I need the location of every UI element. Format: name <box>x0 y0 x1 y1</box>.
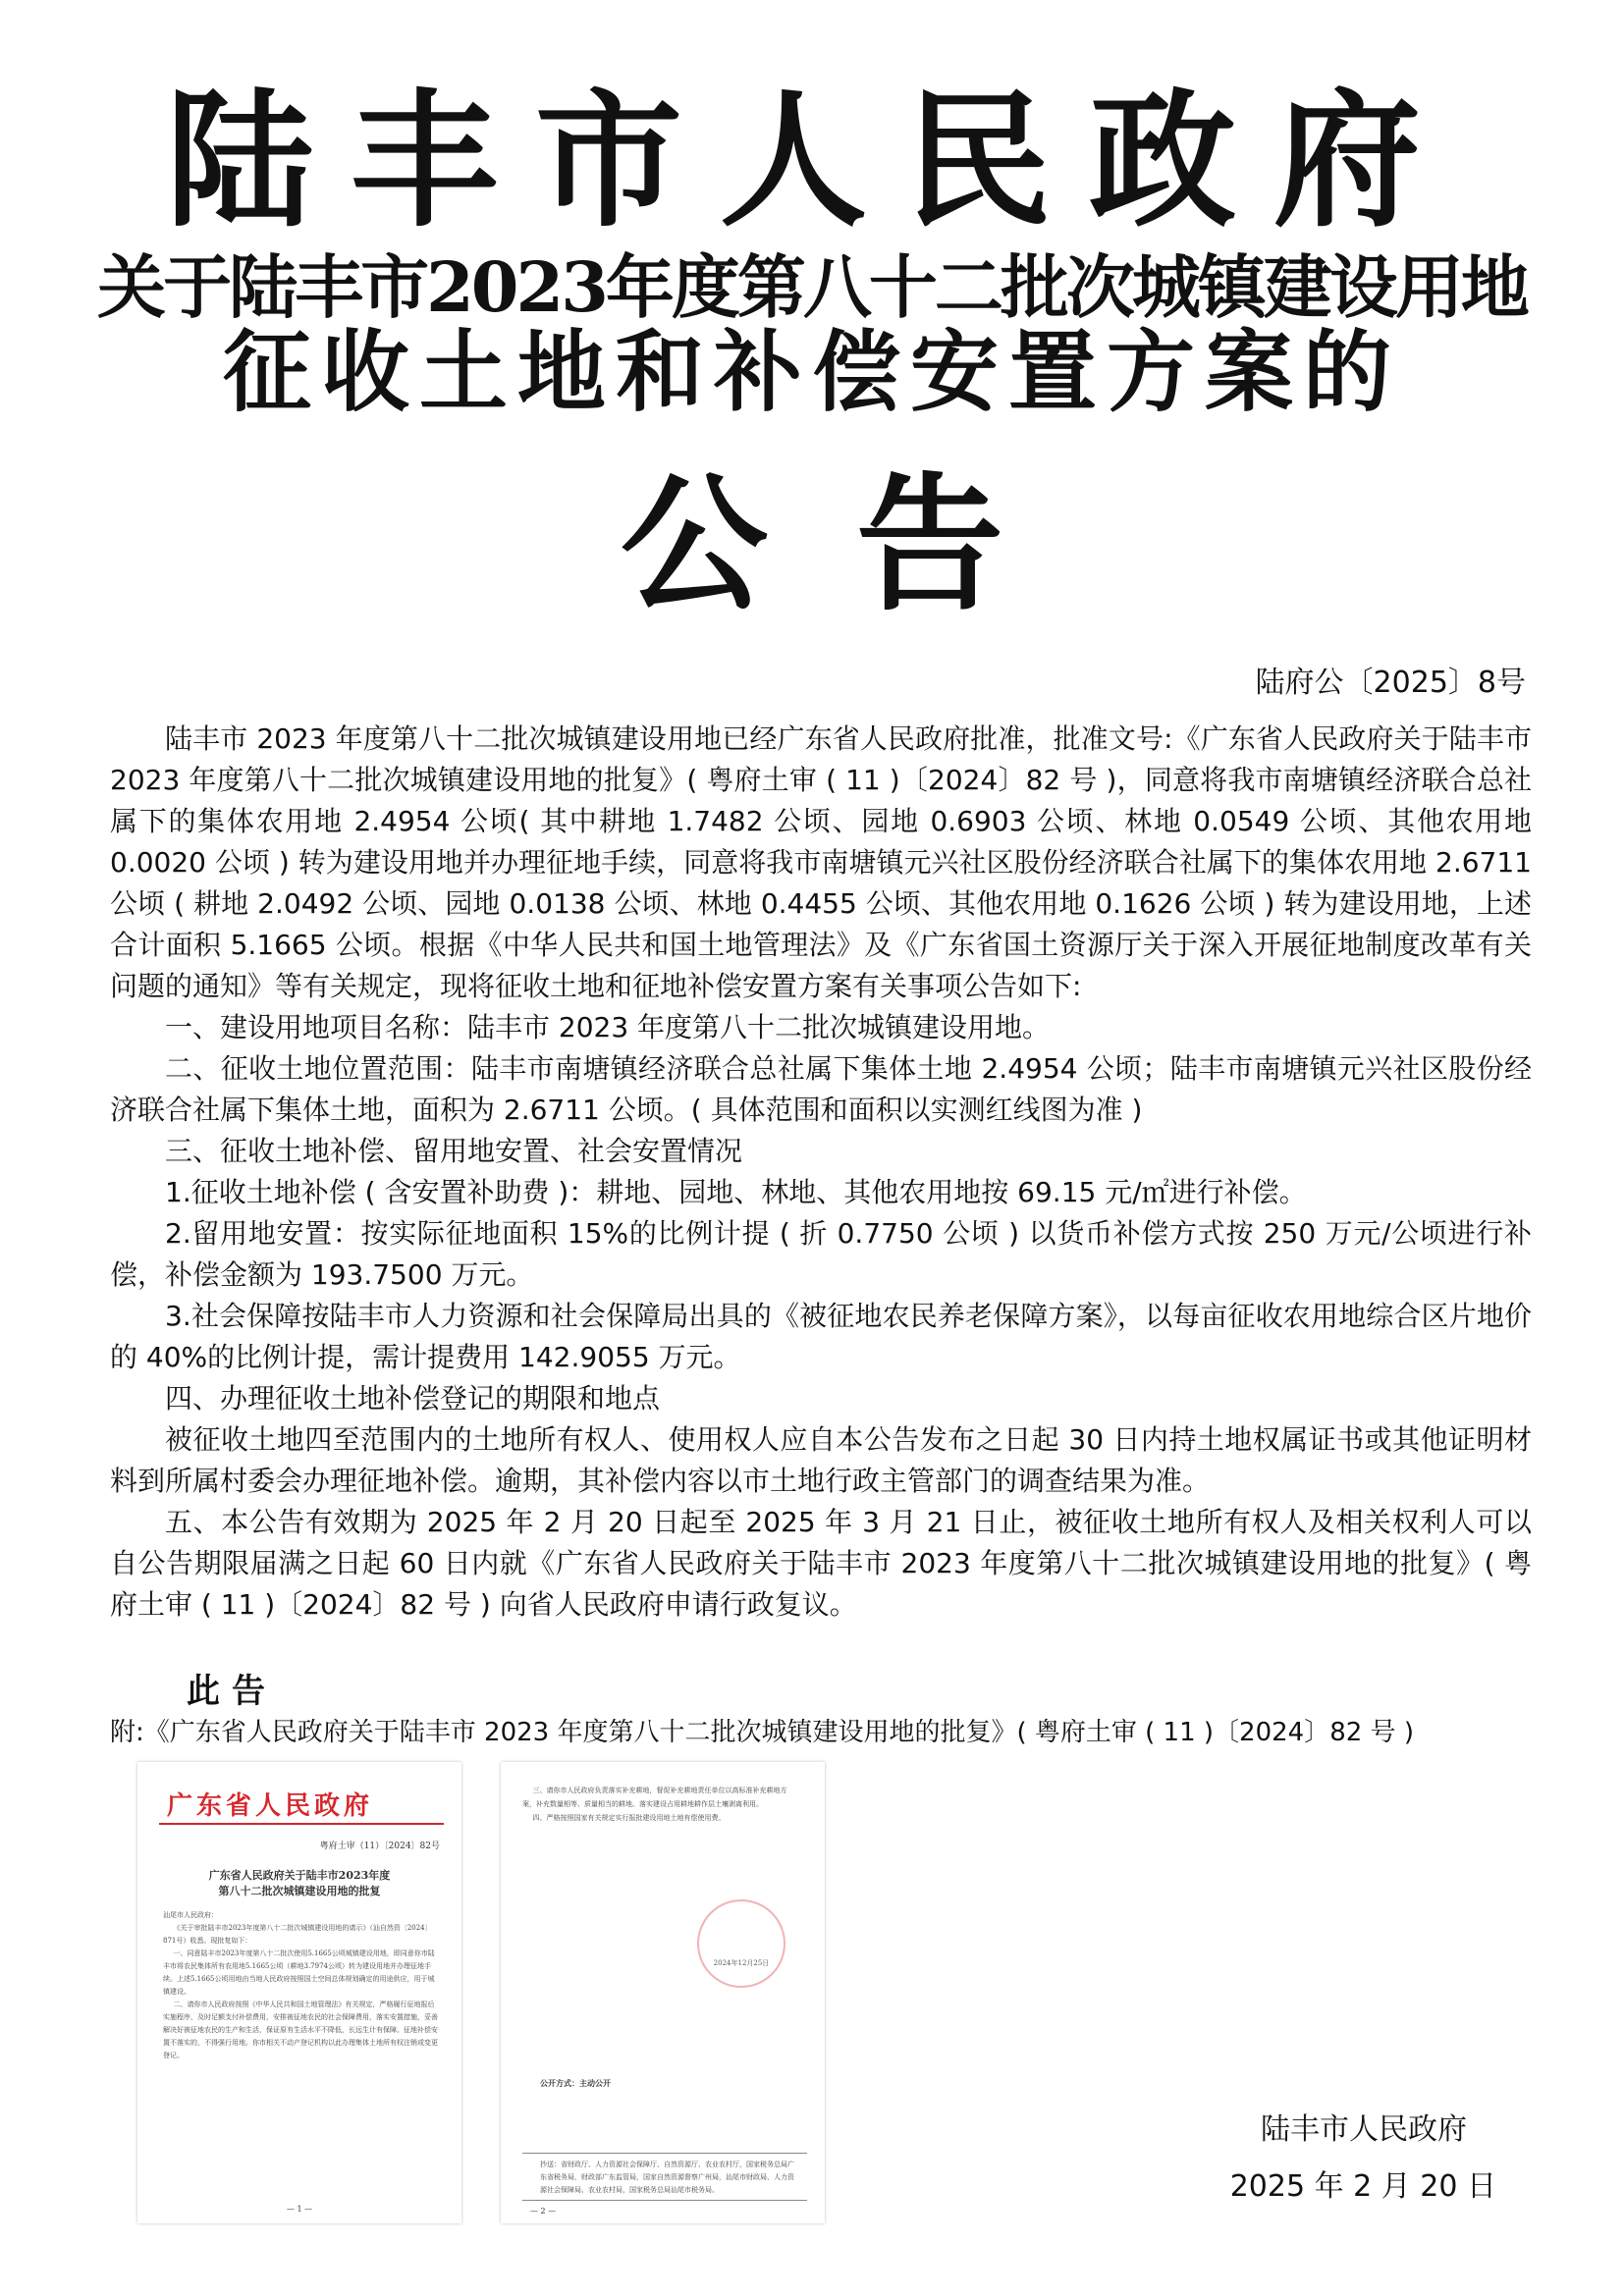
approval-doc-body-continued <box>522 1784 797 1825</box>
page-number: — 2 — <box>530 2207 557 2216</box>
paragraph-location-scope: 二、征收土地位置范围：陆丰市南塘镇经济联合总社属下集体土地 2.4954 公顷；陆丰市南塘镇元兴社区股份经济联合社属下集体土地，面积为 2.6711 公顷。( 具体范围和面积以实测红线图为准 ) <box>110 1052 1532 1126</box>
issuing-authority-title: 陆丰市人民政府 <box>165 77 1458 247</box>
attachment-note: 附:《广东省人民政府关于陆丰市 2023 年度第八十二批次城镇建设用地的批复》( 粤府土审 ( 11 )〔2024〕82 号 ) <box>110 1718 1414 1747</box>
approval-doc-title-line-2: 第八十二批次城镇建设用地的批复 <box>218 1885 381 1897</box>
paragraph-validity: 五、本公告有效期为 2025 年 2 月 20 日起至 2025 年 3 月 21 日止，被征收土地所有权人及相关权利人可以自公告期限届满之日起 60 日内就《广东省人民政府关于陆丰市 2023 年度第八十二批次城镇建设用地的批复》( 粤府土审 ( 11 )〔2024〕82 号 ) 向省人民政府申请行政复议。 <box>110 1506 1532 1621</box>
notice-title-line-2: 征收土地和补偿安置方案的 <box>223 321 1401 424</box>
signature-date: 2025 年 2 月 20 日 <box>1229 2169 1496 2204</box>
approval-doc-paragraph: 四、严格按照国家有关规定实行报批建设用地土地有偿使用费。 <box>532 1814 726 1822</box>
approval-doc-paragraph: 一、同意陆丰市2023年度第八十二批次使用5.1665公顷城镇建设用地，即同意你市陆丰市将农民集体所有农用地5.1665公顷（耕地3.7974公顷）转为建设用地并办理征地手续。上述5.1665公顷用地由当地人民政府按照国土空间总体规划确定的用途供应，用于城镇建设。 <box>163 1949 435 1996</box>
official-seal-icon <box>697 1899 785 1988</box>
approval-doc-addressee: 汕尾市人民政府： <box>163 1911 218 1919</box>
approval-doc-paragraph: 三、请你市人民政府负责落实补充耕地，督促补充耕地责任单位以高标准补充耕地方案，补充数量相等、质量相当的耕地。落实建设占用耕地耕作层土壤剥离利用。 <box>522 1787 787 1808</box>
notice-title-line-1: 关于陆丰市2023年度第八十二批次城镇建设用地 <box>97 246 1527 328</box>
approval-document-page-1 <box>137 1762 461 2223</box>
approval-document-page-2 <box>501 1762 825 2223</box>
page-number: — 1 — <box>286 2205 313 2214</box>
divider <box>522 2200 807 2201</box>
document-number: 陆府公〔2025〕8号 <box>1255 666 1526 700</box>
paragraph-reserved-land: 2.留用地安置：按实际征地面积 15%的比例计提 ( 折 0.7750 公顷 ) 以货币补偿方式按 250 万元/公顷进行补偿，补偿金额为 193.7500 万元。 <box>110 1217 1532 1291</box>
closing-remark: 此告 <box>187 1672 277 1711</box>
signature-organization: 陆丰市人民政府 <box>1261 2112 1467 2147</box>
approval-doc-header: 广东省人民政府 <box>167 1791 374 1821</box>
paragraph-intro: 陆丰市 2023 年度第八十二批次城镇建设用地已经广东省人民政府批准，批准文号:《广东省人民政府关于陆丰市 2023 年度第八十二批次城镇建设用地的批复》( 粤府土审 ( 11 )〔2024〕82 号 )，同意将我市南塘镇经济联合总社属下的集体农用地 2.4954 公顷( 其中耕地 1.7482 公顷、园地 0.6903 公顷、林地 0.0549 公顷、其他农用地 0.0020 公顷 ) 转为建设用地并办理征地手续，同意将我市南塘镇元兴社区股份经济联合社属下的集体农用地 2.6711 公顷 ( 耕地 2.0492 公顷、园地 0.0138 公顷、林地 0.4455 公顷、其他农用地 0.1626 公顷 ) 转为建设用地，上述合计面积 5.1665 公顷。根据《中华人民共和国土地管理法》及《广东省国土资源厅关于深入开展征地制度改革有关问题的通知》等有关规定，现将征收土地和征地补偿安置方案有关事项公告如下: <box>110 722 1532 1002</box>
red-divider <box>159 1823 444 1825</box>
cc-list: 抄送：省财政厅、人力资源社会保障厅、自然资源厅、农业农村厅，国家税务总局广东省税务局，财政部广东监管局，国家自然资源督察广州局，汕尾市财政局、人力资源社会保障局、农业农村局，国家税务总局汕尾市税务局。 <box>540 2161 794 2194</box>
notice-title-line-3: 公告 <box>620 458 1092 631</box>
paragraph-compensation-heading: 三、征收土地补偿、留用地安置、社会安置情况 <box>165 1135 743 1167</box>
approval-doc-title <box>137 1868 461 1899</box>
public-disclosure-method: 公开方式：主动公开 <box>540 2078 611 2088</box>
paragraph-project-name: 一、建设用地项目名称：陆丰市 2023 年度第八十二批次城镇建设用地。 <box>165 1011 1051 1043</box>
approval-doc-number: 粤府土审（11）〔2024〕82号 <box>319 1842 440 1851</box>
paragraph-registration-heading: 四、办理征收土地补偿登记的期限和地点 <box>165 1382 661 1415</box>
notice-body <box>110 719 1532 1626</box>
approval-doc-paragraph: 二、请你市人民政府按照《中华人民共和国土地管理法》有关规定，严格履行征地报后实施程序，及时足额支付补偿费用，安排被征地农民的社会保障费用，落实安置措施，妥善解决好被征地农民的生产和生活，保证原有生活水平不降低，长远生计有保障。征地补偿安置不落实的，不得强行用地。你市相关不动产登记机构以此办理集体土地所有权注销或变更登记。 <box>163 2001 438 2059</box>
paragraph-land-compensation: 1.征收土地补偿 ( 含安置补助费 )：耕地、园地、林地、其他农用地按 69.15 元/㎡进行补偿。 <box>165 1176 1307 1208</box>
approval-doc-body <box>163 1909 438 2062</box>
divider <box>522 2153 807 2154</box>
approval-doc-date: 2024年12月25日 <box>713 1959 770 1967</box>
approval-doc-paragraph: 《关于审批陆丰市2023年度第八十二批次城镇建设用地的请示》（汕自然资〔2024〕871号）收悉。现批复如下： <box>163 1924 432 1945</box>
paragraph-registration: 被征收土地四至范围内的土地所有权人、使用权人应自本公告发布之日起 30 日内持土地权属证书或其他证明材料到所属村委会办理征地补偿。逾期，其补偿内容以市土地行政主管部门的调查结果为准。 <box>110 1423 1532 1497</box>
approval-doc-title-line-1: 广东省人民政府关于陆丰市2023年度 <box>208 1869 391 1882</box>
paragraph-social-security: 3.社会保障按陆丰市人力资源和社会保障局出具的《被征地农民养老保障方案》，以每亩征收农用地综合区片地价的 40%的比例计提，需计提费用 142.9055 万元。 <box>110 1300 1532 1373</box>
